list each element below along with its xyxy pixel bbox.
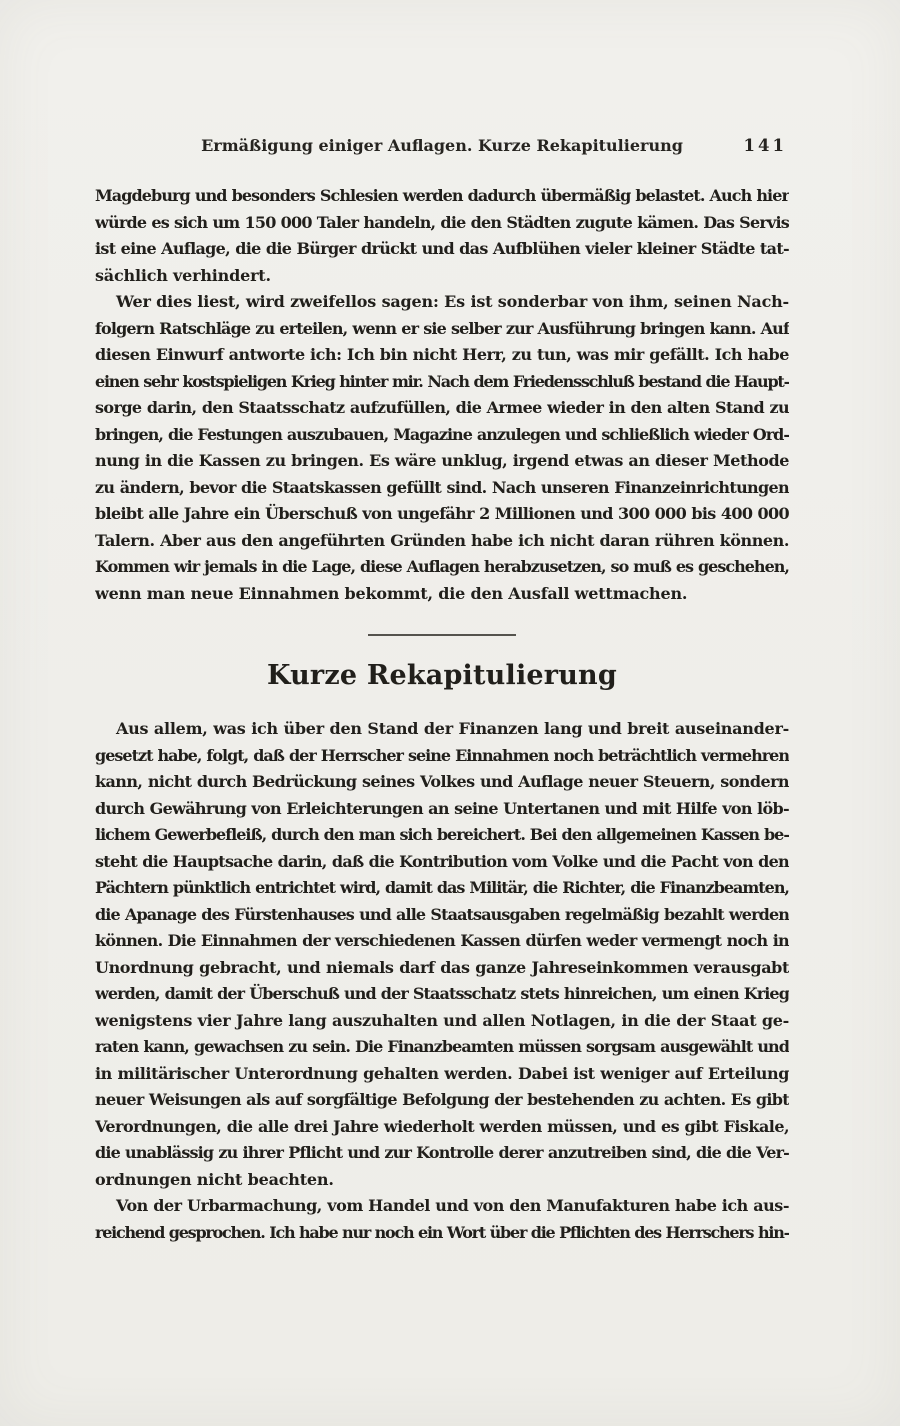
text-line: neuer Weisungen als auf sorgfältige Befolgung der bestehenden zu achten. Es gibt: [95, 1090, 789, 1109]
text-line: die Apanage des Fürstenhauses und alle Staatsausgaben regelmäßig bezahlt werden: [95, 904, 789, 924]
running-title: Ermäßigung einiger Auflagen. Kurze Rekapitulierung: [201, 136, 683, 155]
text-line: bleibt alle Jahre ein Überschuß von ungefähr 2 Millionen und 300 000 bis 400 000: [95, 504, 789, 523]
text-line: lichem Gewerbefleiß, durch den man sich bereichert. Bei den allgemeinen Kassen be-: [95, 825, 789, 844]
text-line: bringen, die Festungen auszubauen, Magazine anzulegen und schließlich wieder Ord-: [95, 424, 789, 444]
text-line: ordnungen nicht beachten.: [95, 1169, 334, 1189]
text-line: folgern Ratschläge zu erteilen, wenn er sie selber zur Ausführung bringen kann. Auf: [95, 318, 789, 338]
text-line: wenigstens vier Jahre lang auszuhalten und allen Notlagen, in die der Staat ge-: [95, 1010, 789, 1030]
text-line: raten kann, gewachsen zu sein. Die Finanzbeamten müssen sorgsam ausgewählt und: [95, 1037, 789, 1056]
text-line: die unablässig zu ihrer Pflicht und zur Kontrolle derer anzutreiben sind, die die Ver-: [95, 1143, 789, 1162]
text-line: durch Gewährung von Erleichterungen an seine Untertanen und mit Hilfe von löb-: [95, 798, 789, 818]
section-divider-wrap: [95, 624, 789, 643]
paragraph-urbarmachung: [95, 1193, 789, 1246]
paragraph-rekapitulierung: [95, 716, 789, 1193]
text-line: würde es sich um 150 000 Taler handeln, die den Städten zugute kämen. Das Servis: [95, 212, 789, 232]
text-line: reichend gesprochen. Ich habe nur noch ein Wort über die Pflichten des Herrschers hin-: [95, 1222, 789, 1242]
running-header: [95, 136, 789, 155]
text-line: Magdeburg und besonders Schlesien werden dadurch übermäßig belastet. Auch hier: [95, 186, 789, 205]
text-line: sorge darin, den Staatsschatz aufzufüllen, die Armee wieder in den alten Stand zu: [95, 398, 789, 417]
text-line: sächlich verhindert.: [95, 265, 271, 285]
text-line: Aus allem, was ich über den Stand der Finanzen lang und breit auseinander-: [116, 719, 789, 738]
page-number: 141: [743, 136, 787, 155]
text-line: Verordnungen, die alle drei Jahre wiederholt werden müssen, und es gibt Fiskale,: [95, 1116, 789, 1136]
text-line: einen sehr kostspieligen Krieg hinter mir. Nach dem Friedensschluß bestand die Haupt-: [95, 371, 789, 391]
text-line: Talern. Aber aus den angeführten Gründen habe ich nicht daran rühren können.: [95, 530, 789, 550]
text-line: Von der Urbarmachung, vom Handel und von den Manufakturen habe ich aus-: [116, 1196, 789, 1215]
section-heading: Kurze Rekapitulierung: [267, 660, 617, 691]
text-line: gesetzt habe, folgt, daß der Herrscher seine Einnahmen noch beträchtlich vermehren: [95, 745, 789, 765]
text-line: werden, damit der Überschuß und der Staatsschatz stets hinreichen, um einen Krieg: [95, 984, 789, 1003]
text-line: können. Die Einnahmen der verschiedenen Kassen dürfen weder vermengt noch in: [95, 931, 789, 950]
text-line: Kommen wir jemals in die Lage, diese Auflagen herabzusetzen, so muß es geschehen,: [95, 557, 789, 576]
text-line: in militärischer Unterordnung gehalten werden. Dabei ist weniger auf Erteilung: [95, 1063, 789, 1083]
section-divider-rule: [368, 634, 516, 636]
paragraph-servis: [95, 183, 789, 289]
text-line: Pächtern pünktlich entrichtet wird, damit das Militär, die Richter, die Finanzbeamten,: [95, 878, 789, 897]
text-line: diesen Einwurf antworte ich: Ich bin nicht Herr, zu tun, was mir gefällt. Ich habe: [95, 345, 789, 364]
text-line: kann, nicht durch Bedrückung seines Volkes und Auflage neuer Steuern, sondern: [95, 772, 789, 791]
text-line: Unordnung gebracht, und niemals darf das ganze Jahreseinkommen verausgabt: [95, 957, 789, 977]
paragraph-wer-dies-liest: [95, 289, 789, 607]
text-line: zu ändern, bevor die Staatskassen gefüllt sind. Nach unseren Finanzeinrichtungen: [95, 477, 789, 497]
text-line: steht die Hauptsache darin, daß die Kontribution vom Volke und die Pacht von den: [95, 851, 789, 871]
text-line: ist eine Auflage, die die Bürger drückt und das Aufblühen vieler kleiner Städte tat-: [95, 239, 789, 258]
text-line: nung in die Kassen zu bringen. Es wäre unklug, irgend etwas an dieser Methode: [95, 451, 789, 470]
text-line: Wer dies liest, wird zweifellos sagen: Es ist sonderbar von ihm, seinen Nach-: [116, 292, 789, 311]
text-line: wenn man neue Einnahmen bekommt, die den Ausfall wettmachen.: [95, 583, 688, 603]
